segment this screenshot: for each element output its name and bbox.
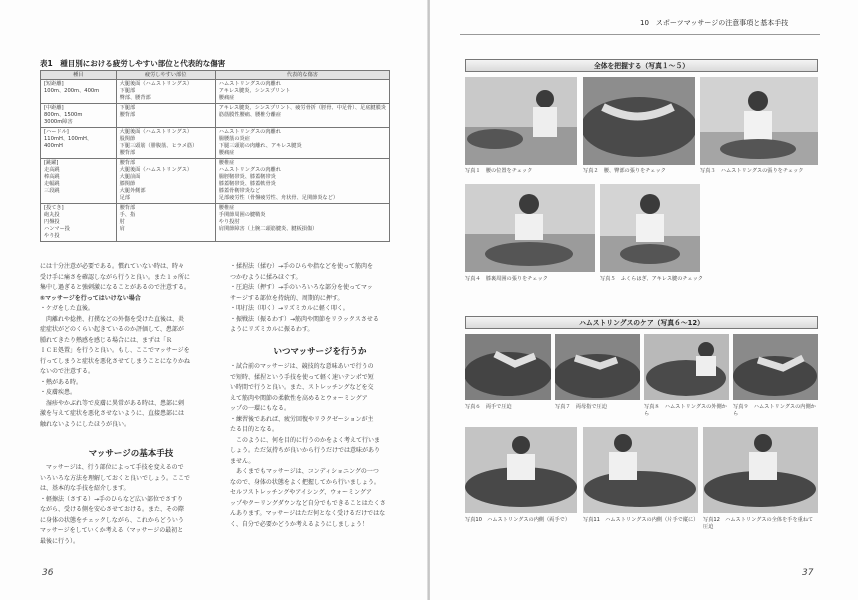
paragraph-line: たる目的となる。 [230, 426, 279, 433]
table-header-injury: 代表的な傷害 [215, 71, 389, 80]
photo-11 [583, 427, 698, 513]
photo-1 [465, 77, 577, 165]
table-cell-parts: 下腿部 腰背部 [116, 104, 215, 128]
body-column-1-continued [40, 463, 222, 547]
paragraph-line: い時間で行うと良い。また、ストレッチングなどを交 [230, 384, 374, 391]
paragraph-line: で短時、揉捏という手技を使って軽く速いテンポで短 [230, 373, 374, 381]
photo-8-image [644, 334, 729, 400]
photo-caption: 写真４ 膝裏周囲の張りをチェック [465, 276, 548, 282]
paragraph-line: 腫れてきたり熱感を感じる場合には、まずは「Ｒ [40, 336, 173, 344]
table-cell-event: [投てき] 砲丸投 円盤投 ハンマー投 やり投 [41, 204, 117, 242]
paragraph-line: ・皮膚疾患。 [40, 389, 77, 396]
photo-12 [703, 427, 818, 513]
paragraph-line: つかむように揉みほぐす。 [230, 273, 302, 281]
body-column-1 [40, 262, 222, 430]
paragraph-line: ・熱がある時。 [40, 378, 83, 386]
photo-2 [583, 77, 695, 165]
section-banner-hamstring: ハムストリングスのケア（写真６～12） [465, 316, 818, 329]
table-header-parts: 疲労しやすい部位 [116, 71, 215, 80]
running-head: 10 スポーツマッサージの注意事項と基本手技 [640, 19, 789, 27]
photo-11-image [583, 427, 698, 513]
table-header-event: 種目 [41, 71, 117, 80]
photo-10 [465, 427, 577, 513]
paragraph-line: あくまでもマッサージは、コンディショニングの一つ [230, 468, 379, 475]
table-cell-parts: 大腿後面（ハムストリングス） 下腿部 臀部、腰背部 [116, 80, 215, 104]
paragraph-line: ようにリズミカルに振るわす。 [230, 326, 314, 333]
photo-10-image [465, 427, 577, 513]
photo-caption: 写真１ 腰の位置をチェック [465, 168, 533, 174]
paragraph-line: ・試合前のマッサージは、競技的な意味あいで行うの [230, 363, 374, 370]
paragraph-line: 行ってしまうと症状を悪化させてしまうことになりかね [40, 357, 191, 365]
photo-3-image [700, 77, 818, 165]
photo-caption: 写真12 ハムストリングスの全体を手を重ねて圧迫 [703, 517, 814, 530]
table-row [41, 104, 390, 128]
photo-5-image [600, 184, 700, 272]
paragraph-line: に身体の状態をチェックしながら、これからどういう [40, 516, 184, 524]
paragraph-line: ながら、受ける側を安心させておける。また、その際 [40, 506, 185, 513]
paragraph-line: えて筋肉や関節の柔軟性を高めるとウォーミングア [230, 394, 368, 402]
photo-caption: 写真８ ハムストリングスの外側から [644, 404, 727, 417]
paragraph-line: このように、何を目的に行うのかをよく考えて行いま [230, 436, 381, 444]
table-cell-injury: ハムストリングスの肉離れ アキレス腱炎、シンスプリント 腰痛症 [215, 80, 389, 104]
photo-caption: 写真３ ハムストリングスの張りをチェック [700, 168, 804, 174]
paragraph-line: ・練習後であれば、疲労回復やリラクゼーションが主 [230, 415, 374, 423]
table-row [41, 204, 390, 242]
photo-caption: 写真10 ハムストリングスの内側（両手で） [465, 517, 571, 523]
fatigue-table [40, 70, 390, 242]
photo-8 [644, 334, 729, 400]
paragraph-line: ・振戦法（振るわす）→筋肉や関節をリラックスさせる [230, 315, 379, 323]
paragraph-line: 湿疹やかぶれ等で皮膚に異常がある時は、患部に刺 [40, 399, 185, 407]
subheading-no-massage: ⑤マッサージを行ってはいけない場合 [40, 294, 141, 302]
paragraph-line: 集中し過ぎると強刺激になることがあるので注意する。 [40, 284, 191, 291]
photo-9-image [733, 334, 818, 400]
table-cell-injury: 腰椎症 ハムストリングスの肉離れ 腸脛靭帯炎、膝蓋靭帯炎 膝蓋靭帯炎、膝蓋軟骨炎 膝蓋骨靭帯炎など 足部疲労性（骨盤疲労性、舟状骨、足関節炎など） [215, 159, 389, 204]
table-cell-parts: 腰背部 手、指 肘 肩 [116, 204, 215, 242]
paragraph-line: ないので注意する。 [40, 368, 95, 375]
photo-2-image [583, 77, 695, 165]
paragraph-line: 肉離れや捻挫、打撲などの外傷を受けた直後は、炎 [40, 315, 185, 323]
paragraph-line: んあります。マッサージはただ何となく受けるだけではな [230, 510, 386, 517]
paragraph-line: には十分注意が必要である。慣れていない時は、時々 [40, 263, 185, 270]
table-cell-parts: 腰背部 大腿後面（ハムストリングス） 大腿前面 膝関節 大腿外側部 足部 [116, 159, 215, 204]
table-cell-injury: ハムストリングスの肉離れ 腸腰筋の炎症 下腿三頭筋の肉離れ、アキレス腱炎 腰痛症 [215, 128, 389, 159]
table-cell-event: [短距離] 100m、200m、400m [41, 80, 117, 104]
photo-6 [465, 334, 551, 400]
running-head-rule [460, 34, 820, 35]
table-row [41, 80, 390, 104]
paragraph-line: ップやクーリングダウンなど自分でもできることはたくさ [230, 499, 386, 507]
photo-3 [700, 77, 818, 165]
paragraph-line: 触れないようにしたほうが良い。 [40, 420, 131, 428]
paragraph-line: ・叩打法（叩く）→リズミカルに軽く叩く。 [230, 305, 349, 312]
photo-7-image [555, 334, 640, 400]
paragraph-line: ・圧迫法（押す）→手のいろいろな部分を使ってマッ [230, 284, 373, 291]
paragraph-line: しょう。ただ気持ちが良いから行うだけでは意味があり [230, 447, 381, 454]
table-caption: 表1 種目別における疲労しやすい部位と代表的な傷害 [40, 59, 226, 68]
paragraph-line: は、基本的な手技を紹介します。 [40, 485, 130, 492]
paragraph-line: ＩＣＥ処置」を行うと良い。もし、ここでマッサージを [40, 347, 190, 354]
paragraph-line: ・揉捏法（揉む）→手のひらや指などを使って筋肉を [230, 263, 374, 270]
photo-7 [555, 334, 640, 400]
table-cell-event: [ハードル] 110mH、100mH、 400mH [41, 128, 117, 159]
paragraph-line: 激を与えて症状を悪化させないように、直接患部には [40, 410, 185, 417]
photo-caption: 写真９ ハムストリングスの内側から [733, 404, 816, 417]
photo-caption: 写真２ 腰、臀部の張りをチェック [583, 168, 666, 174]
paragraph-line: く、自分で必要かどうか考えるようにしましょう！ [230, 520, 368, 528]
table-row [41, 128, 390, 159]
photo-caption: 写真５ ふくらはぎ、アキレス腱のチェック [600, 276, 703, 282]
photo-12-image [703, 427, 818, 513]
paragraph-line: ップの一環にもなる。 [230, 405, 291, 412]
table-row [41, 159, 390, 204]
photo-5 [600, 184, 700, 272]
photo-4-image [465, 184, 595, 272]
photo-caption: 写真７ 両母指で圧迫 [555, 404, 607, 410]
paragraph-line: 受け手に痛さを確認しながら行うと良い。また１ヵ所に [40, 273, 191, 281]
table-cell-injury: アキレス腱炎、シンスプリント、疲労骨折（脛骨、中足骨）、足底腱膜炎 筋筋膜性腰痛、腰椎分離症 [215, 104, 389, 128]
photo-6-image [465, 334, 551, 400]
table-cell-event: [中距離] 800m、1500m 3000m障害 [41, 104, 117, 128]
photo-4 [465, 184, 595, 272]
section-heading-basic-techniques: マッサージの基本手技 [88, 449, 174, 459]
paragraph-line: 最後に行う）。 [40, 537, 80, 545]
body-column-2-continued [230, 362, 410, 530]
paragraph-line: サージする部位を持続的、周期的に押す。 [230, 294, 344, 302]
section-banner-overall: 全体を把握する（写真１～５） [465, 59, 818, 72]
paragraph-line: セルフストレッチングやアイシング、ウォーミングア [230, 489, 372, 496]
photo-9 [733, 334, 818, 400]
photo-caption: 写真11 ハムストリングスの内側（片手で縦に） [583, 517, 699, 523]
page-number-left: 36 [42, 568, 54, 578]
paragraph-line: なので、身体の状態をよく把握してから行いましょう。 [230, 478, 380, 486]
table-cell-event: [跳躍] 走高跳 棒高跳 走幅跳 三段跳 [41, 159, 117, 204]
table-cell-parts: 大腿後面（ハムストリングス） 股関節 下腿三頭筋（腓腹筋、ヒラメ筋） 腰背部 [116, 128, 215, 159]
paragraph-line: ません。 [230, 457, 255, 465]
body-column-2 [230, 262, 410, 336]
paragraph-line: 症症状がどのくらい起きているのか評価して、患部が [40, 326, 184, 333]
photo-1-image [465, 77, 577, 165]
paragraph-line: ・軽擦法（さする）→手のひらなど広い部位でさすり [40, 495, 184, 503]
photo-caption: 写真６ 両手で圧迫 [465, 404, 512, 410]
paragraph-line: マッサージをしていくか考える（マッサージの最初と [40, 527, 184, 534]
section-heading-when-to-massage: いつマッサージを行うか [273, 347, 367, 357]
table-cell-injury: 腰椎症 手関節周囲の腱鞘炎 やり投肘 肩関節障害（上腕二頭筋腱炎、腱板損傷） [215, 204, 389, 242]
paragraph-line: いろいろな方法を理解しておくと良いでしょう。ここで [40, 474, 191, 482]
paragraph-line: マッサージは、行う部位によって手技を変えるので [40, 464, 184, 471]
page-number-right: 37 [802, 568, 814, 578]
paragraph-line: ・ケガをした直後。 [40, 305, 94, 312]
